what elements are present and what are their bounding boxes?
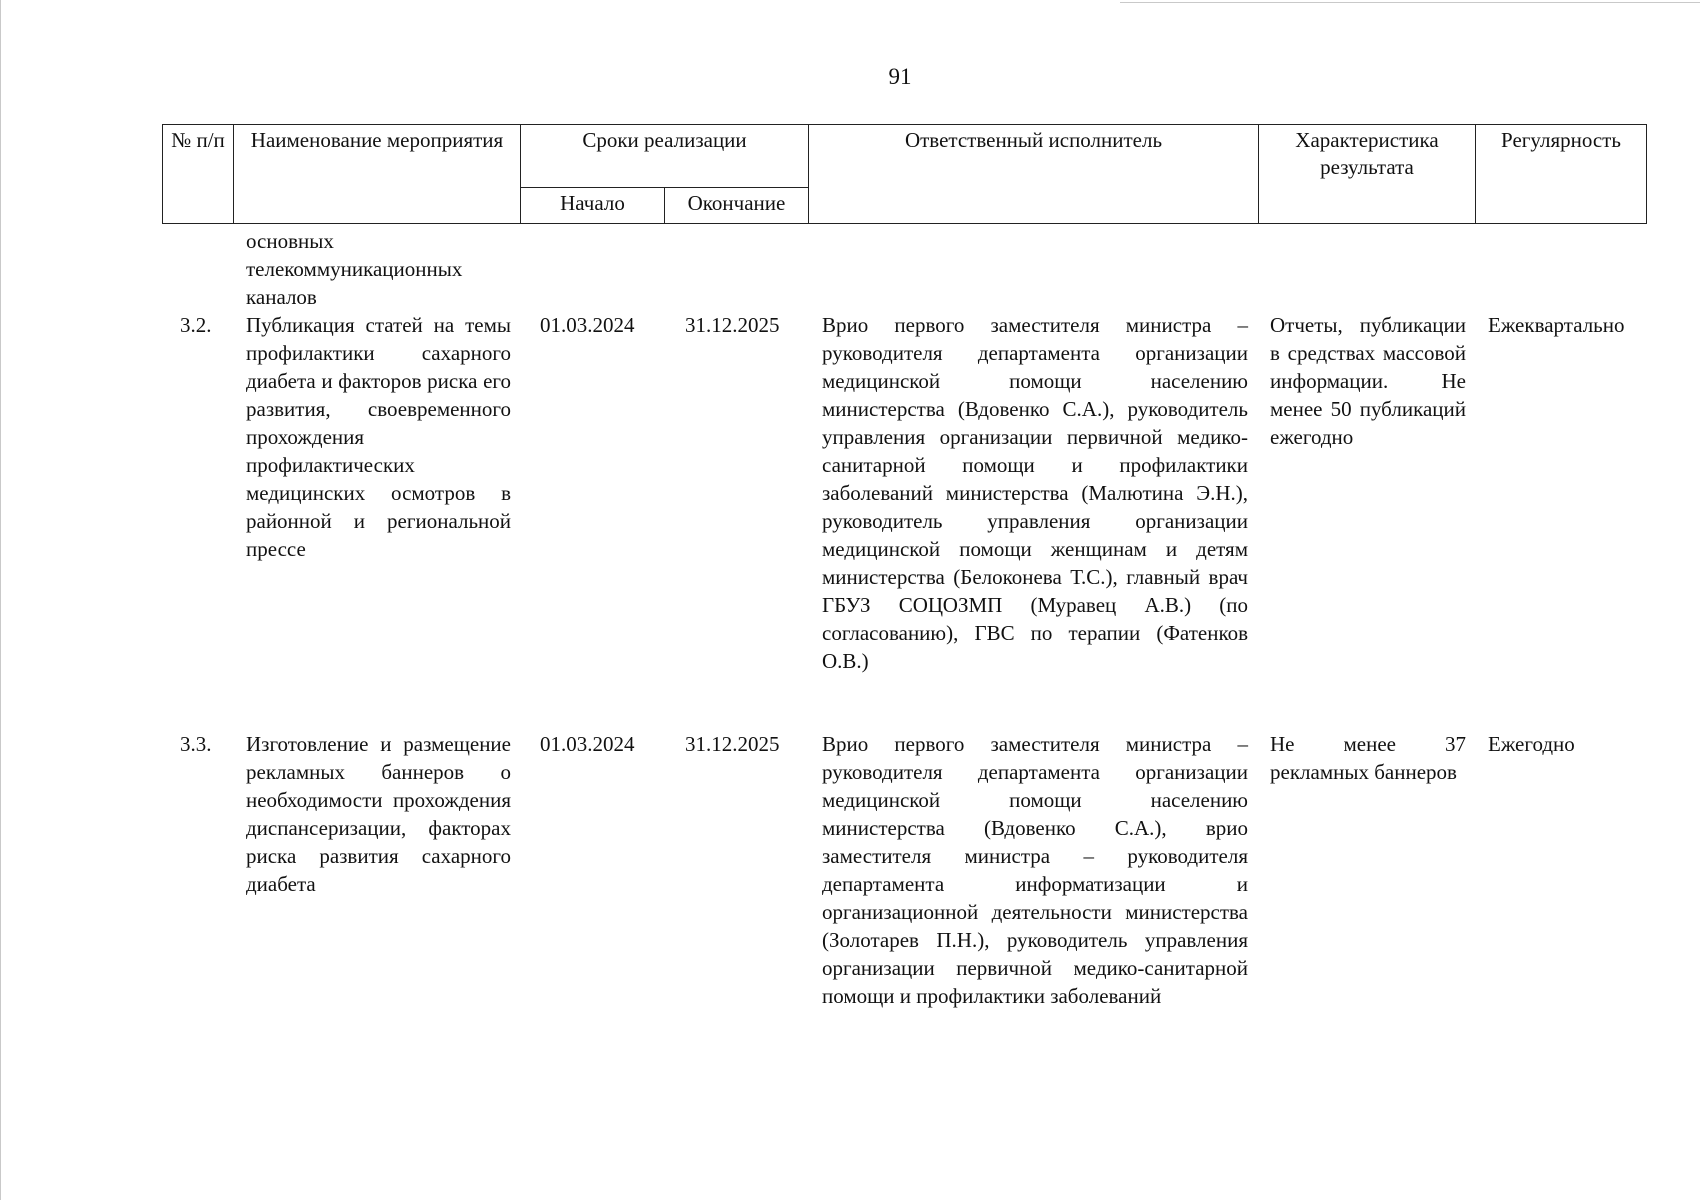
header-regularity: Регулярность (1476, 125, 1647, 224)
header-result: Характеристика результата (1259, 125, 1476, 224)
row-end-date: 31.12.2025 (685, 313, 780, 337)
row-number: 3.2. (180, 313, 212, 337)
row-name: Публикация статей на темы профилактики сахарного диабета и факторов риска его развития, своевременного прохождения профилактических медицинских осмотров в районной и региональной прессе (246, 313, 511, 561)
row-regularity: Ежегодно (1488, 732, 1575, 756)
table-header (162, 124, 1647, 224)
row-end-date: 31.12.2025 (685, 732, 780, 756)
header-name: Наименование мероприятия (234, 125, 521, 224)
header-start: Начало (521, 188, 665, 224)
row-name: Изготовление и размещение рекламных баннеров о необходимости прохождения диспансеризации, факторах риска развития сахарного диабета (246, 732, 511, 896)
row-number: 3.3. (180, 732, 212, 756)
header-end: Окончание (665, 188, 809, 224)
row-start-date: 01.03.2024 (540, 313, 635, 337)
continuation-name: основных телекоммуникационных каналов (246, 229, 463, 309)
row-regularity: Ежеквартально (1488, 313, 1625, 337)
row-start-date: 01.03.2024 (540, 732, 635, 756)
row-result: Отчеты, публикации в средствах массовой информации. Не менее 50 публикаций ежегодно (1270, 313, 1466, 449)
row-responsible: Врио первого заместителя министра – руководителя департамента организации медицинской помощи населению министерства (Вдовенко С.А.), врио заместителя министра – руководителя департамента информатизации и организационной деятельности министерства (Золотарев П.Н.), руководитель управления организации первичной медико-санитарной помощи и профилактики заболеваний (822, 732, 1248, 1008)
header-number: № п/п (163, 125, 234, 224)
scan-edge-line-left (0, 0, 1, 1200)
row-responsible: Врио первого заместителя министра – руководителя департамента организации медицинской помощи населению министерства (Вдовенко С.А.), руководитель управления организации первичной медико-санитарной помощи и профилактики заболеваний министерства (Малютина Э.Н.), руководитель управления организации медицинской помощи женщинам и детям министерства (Белоконева Т.С.), главный врач ГБУЗ СОЦОЗМП (Муравец А.В.) (по согласованию), ГВС по терапии (Фатенков О.В.) (822, 313, 1248, 673)
header-terms: Сроки реализации (521, 125, 809, 188)
page-number: 91 (888, 64, 912, 89)
row-result: Не менее 37 рекламных баннеров (1270, 732, 1466, 784)
header-responsible: Ответственный исполнитель (809, 125, 1259, 224)
scan-edge-line-top (1120, 2, 1700, 3)
